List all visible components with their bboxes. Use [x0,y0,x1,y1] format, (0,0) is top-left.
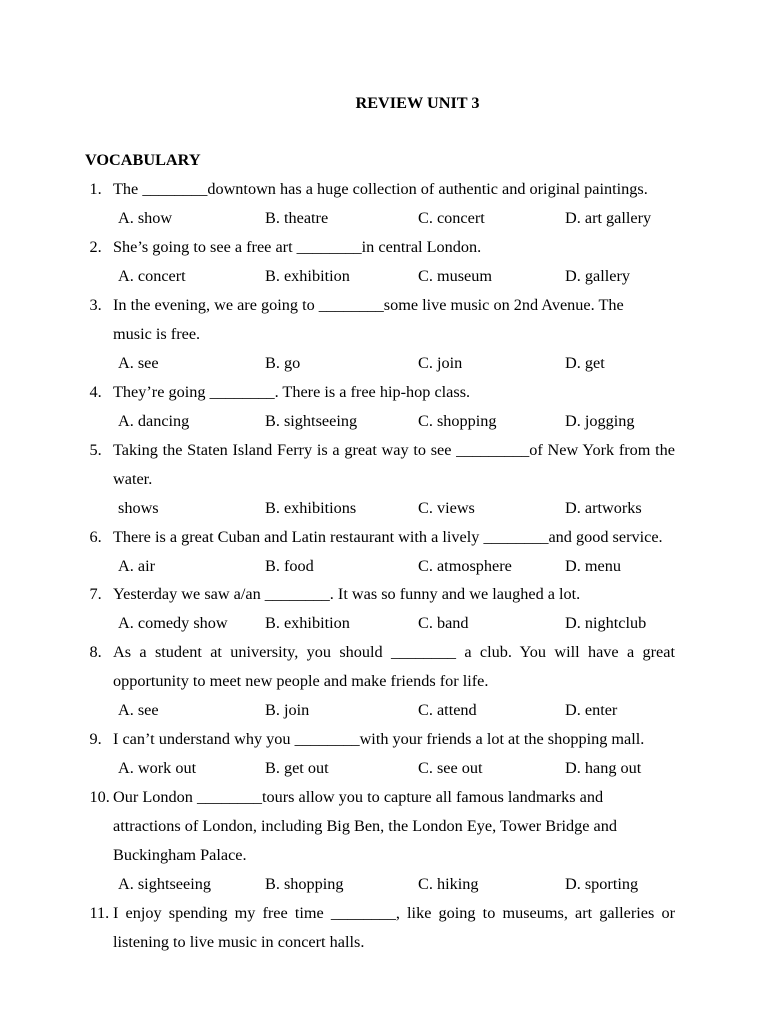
question-line [0,523,675,552]
question-line [0,436,675,465]
question-9 [0,725,768,783]
options-row [0,696,675,725]
question-8 [0,638,768,725]
question-text: opportunity to meet new people and make friends for life. [113,672,489,691]
options-row [0,552,675,581]
option-d: D. jogging [565,411,635,430]
option-b: B. sightseeing [265,411,358,430]
spacer [0,117,675,146]
question-number: 7. [89,585,102,604]
question-text: Yesterday we saw a/an ________. It was so funny and we laughed a lot. [113,585,581,604]
question-line [0,580,675,609]
question-text: They’re going ________. There is a free hip-hop class. [113,382,471,401]
options-row [0,204,675,233]
option-c: C. shopping [418,411,497,430]
option-b: B. exhibition [265,614,350,633]
question-line [0,233,675,262]
question-line-continued [0,812,675,841]
option-c: C. see out [418,759,483,778]
question-text: listening to live music in concert halls. [113,932,365,951]
options-row [0,407,675,436]
options-row [0,494,675,523]
question-line [0,175,675,204]
option-a: A. work out [118,759,197,778]
question-line [0,725,675,754]
question-number: 9. [89,730,102,749]
option-a: A. sightseeing [118,874,211,893]
option-c: C. band [418,614,469,633]
question-6 [0,523,768,581]
option-b: B. get out [265,759,329,778]
option-b: B. theatre [265,209,329,228]
option-c: C. hiking [418,874,479,893]
option-a: A. show [118,209,173,228]
option-d: D. menu [565,556,621,575]
question-5 [0,436,768,523]
option-c: C. atmosphere [418,556,512,575]
question-number: 5. [89,440,102,459]
question-text: The ________downtown has a huge collection of authentic and original paintings. [113,180,648,199]
options-row [0,609,675,638]
option-a: A. dancing [118,411,190,430]
options-row [0,870,675,899]
option-d: D. enter [565,701,618,720]
options-row [0,262,675,291]
option-c: C. concert [418,209,485,228]
question-2 [0,233,768,291]
question-text: music is free. [113,325,201,343]
option-b: B. join [265,701,310,720]
question-number: 4. [89,382,102,401]
question-line [0,378,675,407]
question-number: 6. [89,527,102,546]
question-7 [0,580,768,638]
option-d: D. get [565,353,605,372]
question-line-continued [0,320,675,349]
option-b: B. food [265,556,314,575]
question-text: water. [113,469,153,488]
option-d: D. artworks [565,498,642,517]
options-row [0,349,675,378]
question-number: 2. [89,238,102,257]
question-3 [0,291,768,378]
question-line-continued [0,667,675,696]
question-text: I enjoy spending my free time ________, like going to museums, art galleries or [113,903,675,922]
question-text: She’s going to see a free art ________in central London. [113,238,482,257]
question-number: 3. [89,296,102,315]
question-text: There is a great Cuban and Latin restaurant with a lively ________and good service. [113,527,663,546]
option-d: D. nightclub [565,614,647,633]
section-heading: VOCABULARY [85,151,201,170]
question-text: In the evening, we are going to ________some live music on 2nd Avenue. The [113,296,624,315]
question-10 [0,783,768,899]
question-text: attractions of London, including Big Ben, the London Eye, Tower Bridge and [113,816,618,835]
option-a: A. comedy show [118,614,228,633]
option-b: B. shopping [265,874,344,893]
option-c: C. join [418,353,463,372]
question-line [0,783,675,812]
question-text: I can’t understand why you ________with your friends a lot at the shopping mall. [113,730,645,749]
question-11 [0,899,768,957]
option-a: A. concert [118,267,186,286]
question-4 [0,378,768,436]
question-line-continued [0,841,675,870]
option-a: A. air [118,556,155,575]
option-b: B. go [265,353,301,372]
question-number: 8. [89,643,102,662]
option-d: D. hang out [565,759,642,778]
document-content [0,89,768,957]
question-text: As a student at university, you should ________ a club. You will have a great [113,643,675,662]
option-b: B. exhibition [265,267,350,286]
question-text: Our London ________tours allow you to capture all famous landmarks and [113,788,604,806]
options-row [0,754,675,783]
question-text: Buckingham Palace. [113,845,247,864]
question-line [0,638,675,667]
question-number: 10. [89,788,110,806]
option-d: D. sporting [565,874,639,893]
option-d: D. art gallery [565,209,652,228]
question-line-continued [0,465,675,494]
option-a: A. see [118,353,159,372]
option-a: shows [118,498,159,517]
option-c: C. museum [418,267,493,286]
option-b: B. exhibitions [265,498,357,517]
question-line [0,899,675,928]
question-text: Taking the Staten Island Ferry is a great way to see _________of New York from the [113,440,675,459]
option-d: D. gallery [565,267,630,286]
option-c: C. views [418,498,475,517]
question-number: 1. [89,180,102,199]
option-a: A. see [118,701,159,720]
page-title: REVIEW UNIT 3 [355,93,480,112]
question-line [0,291,675,320]
option-c: C. attend [418,701,477,720]
question-number: 11. [89,903,110,922]
question-line-continued [0,928,675,957]
question-1 [0,175,768,233]
